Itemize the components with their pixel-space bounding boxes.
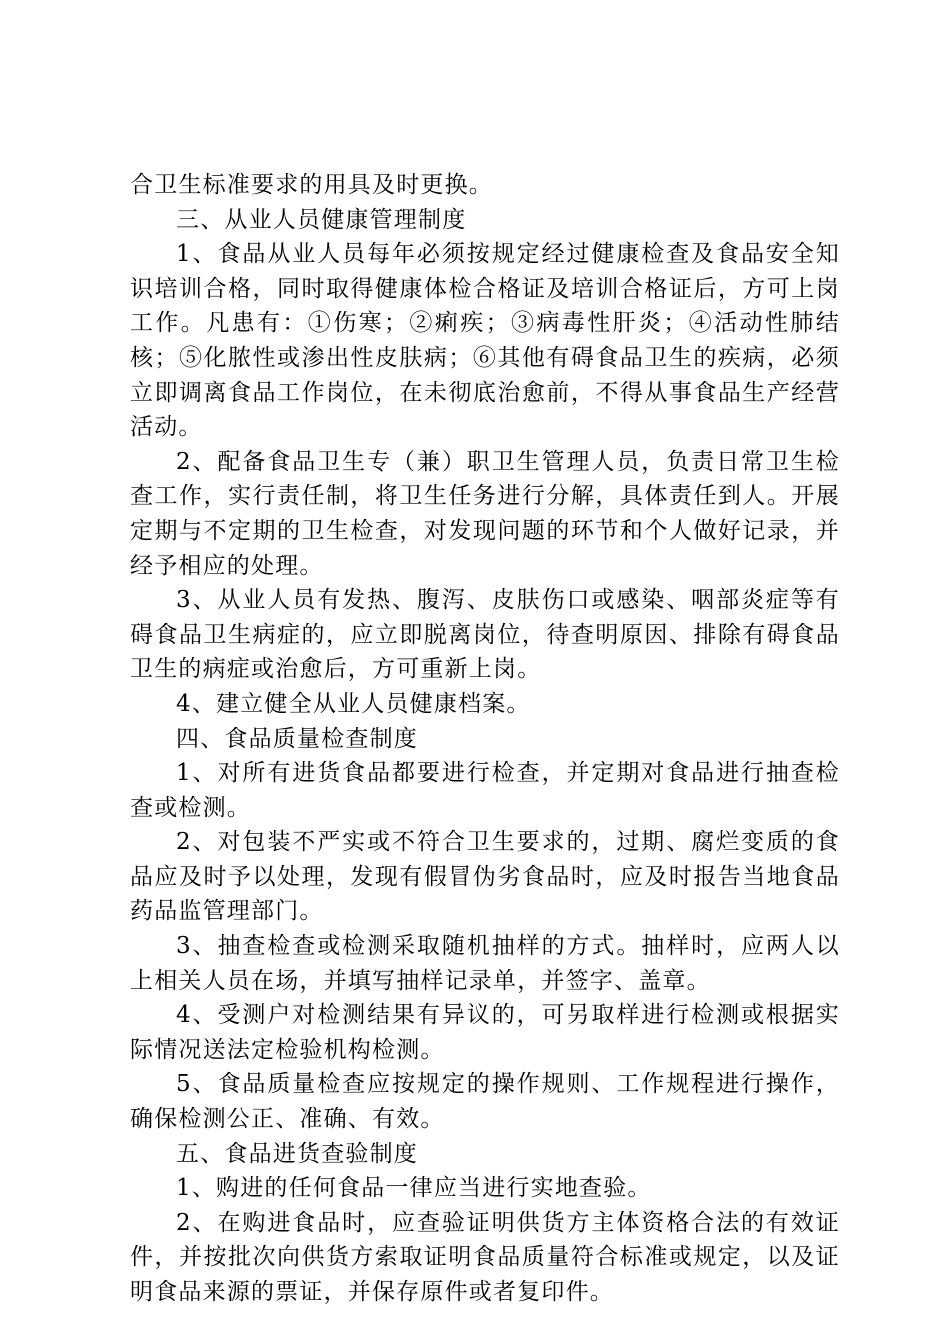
- paragraph: 2、在购进食品时，应查验证明供货方主体资格合法的有效证件，并按批次向供货方索取证明食品质量符合标准或规定，以及证明食品来源的票证，并保存原件或者复印件。: [130, 1209, 840, 1305]
- paragraph: 4、建立健全从业人员健康档案。: [176, 690, 531, 717]
- paragraph: 1、购进的任何食品一律应当进行实地查验。: [176, 1175, 652, 1202]
- paragraph: 3、从业人员有发热、腹泻、皮肤伤口或感染、咽部炎症等有碍食品卫生病症的，应立即脱离岗位，待查明原因、排除有碍食品卫生的病症或治愈后，方可重新上岗。: [130, 587, 840, 683]
- document-body: [130, 168, 840, 1310]
- paragraph: 5、食品质量检查应按规定的操作规则、工作规程进行操作，确保检测公正、准确、有效。: [130, 1071, 840, 1133]
- paragraph-continuation: 合卫生标准要求的用具及时更换。: [130, 172, 493, 198]
- section-heading-5: 五、食品进货查验制度: [176, 1140, 418, 1167]
- paragraph: 2、对包装不严实或不符合卫生要求的，过期、腐烂变质的食品应及时予以处理，发现有假冒伪劣食品时，应及时报告当地食品药品监管理部门。: [130, 829, 840, 925]
- paragraph: 3、抽查检查或检测采取随机抽样的方式。抽样时，应两人以上相关人员在场，并填写抽样记录单，并签字、盖章。: [130, 933, 840, 994]
- section-heading-4: 四、食品质量检查制度: [176, 725, 418, 752]
- paragraph: 1、食品从业人员每年必须按规定经过健康检查及食品安全知识培训合格，同时取得健康体检合格证及培训合格证后，方可上岗工作。凡患有：①伤寒；②痢疾；③病毒性肝炎；④活动性肺结核；⑤化脓性或渗出性皮肤病；⑥其他有碍食品卫生的疾病，必须立即调离食品工作岗位，在未彻底治愈前，不得从事食品生产经营活动。: [130, 241, 840, 441]
- paragraph: 1、对所有进货食品都要进行检查，并定期对食品进行抽查检查或检测。: [130, 760, 840, 821]
- section-heading-3: 三、从业人员健康管理制度: [176, 206, 467, 233]
- paragraph: 2、配备食品卫生专（兼）职卫生管理人员，负责日常卫生检查工作，实行责任制，将卫生任务进行分解，具体责任到人。开展定期与不定期的卫生检查，对发现问题的环节和个人做好记录，并经予相应的处理。: [130, 448, 840, 579]
- paragraph: 4、受测户对检测结果有异议的，可另取样进行检测或根据实际情况送法定检验机构检测。: [130, 1002, 840, 1063]
